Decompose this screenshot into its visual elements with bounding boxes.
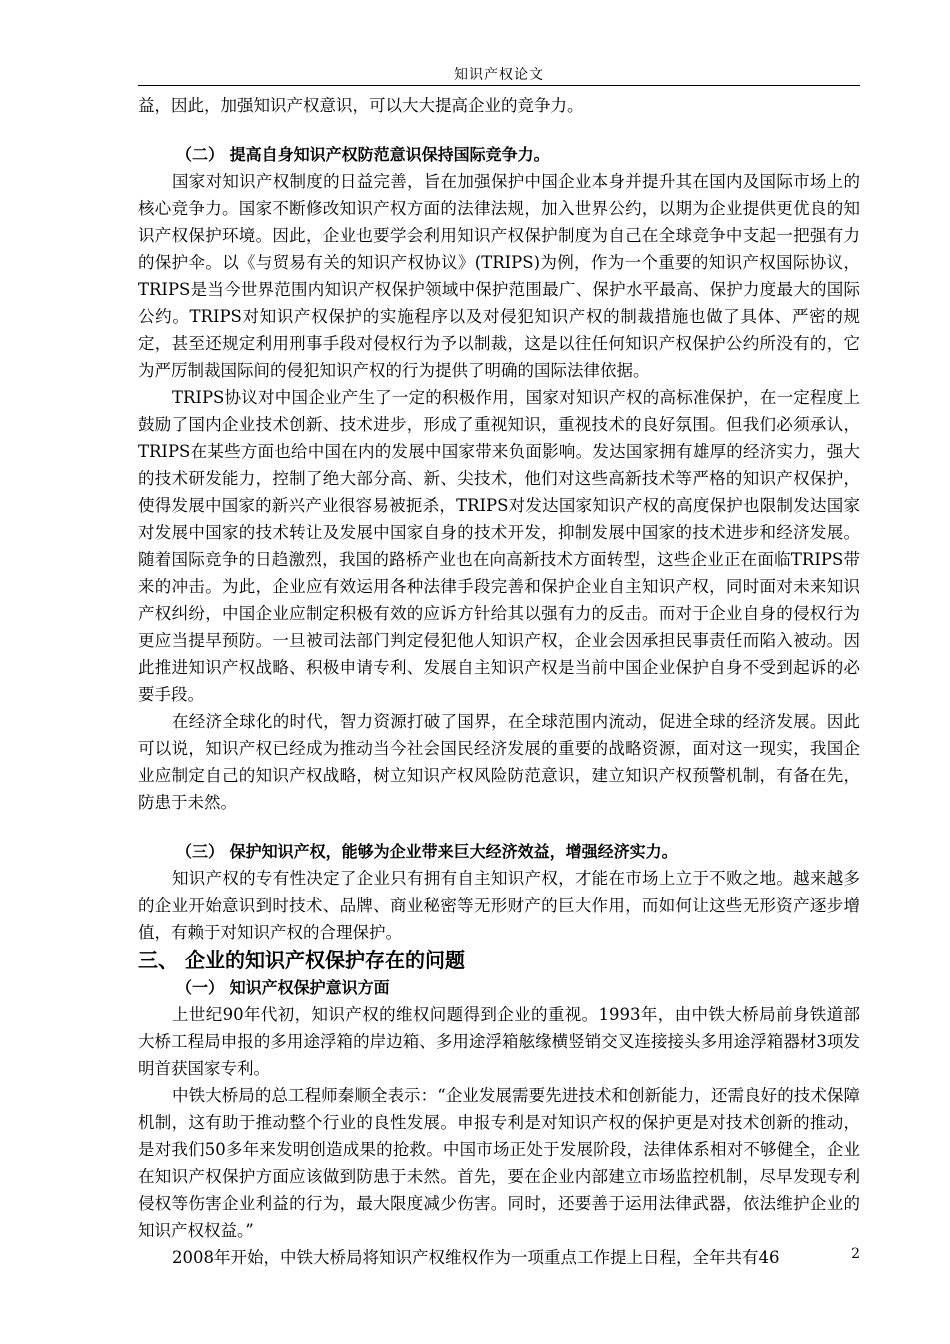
header-rule	[138, 85, 860, 86]
running-header: 知识产权论文	[454, 67, 544, 83]
paragraph: 2008年开始，中铁大桥局将知识产权维权作为一项重点工作提上日程，全年共有46	[172, 1248, 780, 1267]
section-heading: 三、 企业的知识产权保护存在的问题	[138, 948, 465, 972]
paragraph-continuation: 益，因此，加强知识产权意识，可以大大提高企业的竞争力。	[138, 96, 584, 115]
paragraph: 在经济全球化的时代，智力资源打破了国界，在全球范围内流动，促进全球的经济发展。因此可以说，知识产权已经成为推动当今社会国民经济发展的重要的战略资源，面对这一现实，我国企业应制定自己的知识产权战略，树立知识产权风险防范意识，建立知识产权预警机制，有备在先，防患于未然。	[138, 712, 860, 812]
paragraph: 上世纪90年代初，知识产权的维权问题得到企业的重视。1993年，由中铁大桥局前身铁道部大桥工程局申报的多用途浮箱的岸边箱、多用途浮箱舷缘横竖销交叉连接接头多用途浮箱器材3项发明首获国家专利。	[138, 1005, 860, 1078]
paragraph: TRIPS协议对中国企业产生了一定的积极作用，国家对知识产权的高标准保护，在一定程度上鼓励了国内企业技术创新、技术进步，形成了重视知识，重视技术的良好氛围。但我们必须承认，TRIPS在某些方面也给中国在内的发展中国家带来负面影响。发达国家拥有雄厚的经济实力，强大的技术研发能力，控制了绝大部分高、新、尖技术，他们对这些高新技术等严格的知识产权保护，使得发展中国家的新兴产业很容易被扼杀，TRIPS对发达国家知识产权的高度保护也限制发达国家对发展中国家的技术转让及发展中国家自身的技术开发，抑制发展中国家的技术进步和经济发展。随着国际竞争的日趋激烈，我国的路桥产业也在向高新技术方面转型，这些企业正在面临TRIPS带来的冲击。为此，企业应有效运用各种法律手段完善和保护企业自主知识产权，同时面对未来知识产权纠纷，中国企业应制定积极有效的应诉方针给其以强有力的反击。而对于企业自身的侵权行为更应当提早预防。一旦被司法部门判定侵犯他人知识产权，企业会因承担民事责任而陷入被动。因此推进知识产权战略、积极申请专利、发展自主知识产权是当前中国企业保护自身不受到起诉的必要手段。	[138, 388, 860, 704]
paragraph: 中铁大桥局的总工程师秦顺全表示：“企业发展需要先进技术和创新能力，还需良好的技术保障机制，这有助于推动整个行业的良性发展。申报专利是对知识产权的保护更是对技术创新的推动，是对我们50多年来发明创造成果的抢救。中国市场正处于发展阶段，法律体系相对不够健全，企业在知识产权保护方面应该做到防患于未然。首先，要在企业内部建立市场监控机制，尽早发现专利侵权等伤害企业利益的行为，最大限度减少伤害。同时，还要善于运用法律武器，依法维护企业的知识产权权益。”	[138, 1086, 860, 1240]
document-body	[138, 92, 860, 1271]
subheading-2: （二） 提高自身知识产权防范意识保持国际竞争力。	[176, 145, 550, 164]
subheading-3: （三） 保护知识产权，能够为企业带来巨大经济效益，增强经济实力。	[176, 842, 678, 861]
subheading-3-1: （一） 知识产权保护意识方面	[176, 978, 390, 997]
paragraph: 知识产权的专有性决定了企业只有拥有自主知识产权，才能在市场上立于不败之地。越来越多的企业开始意识到时技术、品牌、商业秘密等无形财产的巨大作用，而如何让这些无形资产逐步增值，有赖于对知识产权的合理保护。	[138, 869, 860, 942]
paragraph: 国家对知识产权制度的日益完善，旨在加强保护中国企业本身并提升其在国内及国际市场上的核心竞争力。国家不断修改知识产权方面的法律法规，加入世界公约，以期为企业提供更优良的知识产权保护环境。因此，企业也要学会利用知识产权保护制度为自己在全球竞争中支起一把强有力的保护伞。以《与贸易有关的知识产权协议》(TRIPS)为例，作为一个重要的知识产权国际协议，TRIPS是当今世界范围内知识产权保护领域中保护范围最广、保护水平最高、保护力度最大的国际公约。TRIPS对知识产权保护的实施程序以及对侵犯知识产权的制裁措施也做了具体、严密的规定，甚至还规定利用刑事手段对侵权行为予以制裁，这是以往任何知识产权保护公约所没有的，它为严厉制裁国际间的侵犯知识产权的行为提供了明确的国际法律依据。	[138, 172, 860, 380]
page-number: 2	[851, 1246, 860, 1262]
